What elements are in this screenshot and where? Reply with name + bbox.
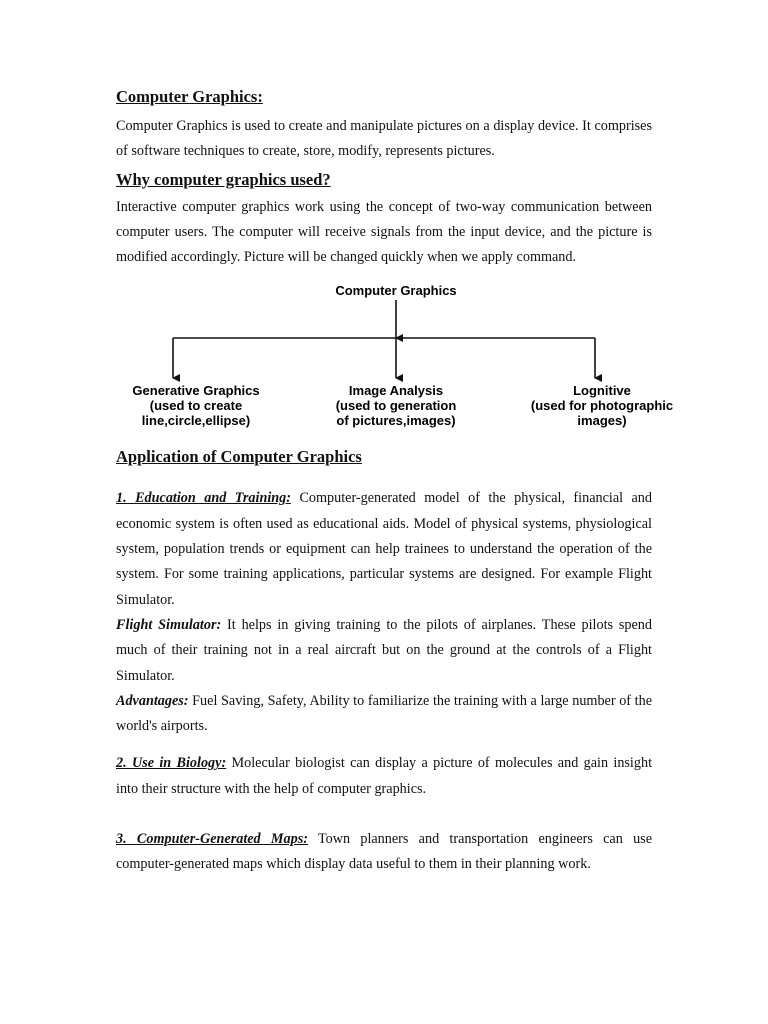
flight-paragraph <box>116 613 652 689</box>
child-2-line-2: (used to generation <box>335 398 457 414</box>
child-3-line-1: Lognitive <box>573 383 631 399</box>
document-page <box>116 84 674 878</box>
child-3-line-3: images) <box>577 413 627 429</box>
cg-diagram <box>116 270 716 430</box>
cg-heading: Computer Graphics: <box>116 87 263 106</box>
child-1-line-2: (used to create <box>149 398 243 414</box>
education-label: 1. Education and Training: <box>116 490 291 507</box>
biology-label: 2. Use in Biology: <box>116 755 227 772</box>
advantages-text: Fuel Saving, Safety, Ability to familiarize the training with a large number of the world's airports. <box>116 692 652 735</box>
maps-text: Town planners and transportation engineers can use computer-generated maps which display data useful to them in their planning work. <box>116 831 652 873</box>
flight-label: Flight Simulator: <box>116 616 222 633</box>
child-3-line-2: (used for photographic <box>530 398 674 414</box>
maps-label: 3. Computer-Generated Maps: <box>116 831 308 848</box>
biology-text: Molecular biologist can display a picture of molecules and gain insight into their structure with the help of computer graphics. <box>116 755 653 797</box>
diagram-root: Computer Graphics <box>335 283 457 299</box>
child-1-line-1: Generative Graphics <box>132 383 260 399</box>
diagram-svg <box>116 270 716 430</box>
cg-paragraph: Computer Graphics is used to create and manipulate pictures on a display device. It comprises of software techniques to create, store, modify, represents pictures. <box>116 118 652 160</box>
maps-paragraph <box>116 827 652 878</box>
flight-text: It helps in giving training to the pilots of airplanes. These pilots spend much of their training not in a real aircraft but on the ground at the controls of a Flight Simulator. <box>116 616 652 684</box>
child-1-line-3: line,circle,ellipse) <box>141 413 251 429</box>
advantages-label: Advantages: <box>116 692 189 709</box>
why-heading: Why computer graphics used? <box>116 169 331 189</box>
child-2-line-1: Image Analysis <box>348 383 444 399</box>
biology-paragraph <box>116 751 652 802</box>
education-paragraph <box>116 486 652 612</box>
education-text: Computer-generated model of the physical, financial and economic system is often used as educational aids. Model of physical systems, physiological system, population trends or equipment can help trainees to understand the operation of the system. For some training applications, particular systems are designed. For example Flight Simulator. <box>116 490 652 608</box>
applications-heading: Application of Computer Graphics <box>116 447 362 467</box>
child-2-line-3: of pictures,images) <box>336 413 456 429</box>
advantages-paragraph <box>116 689 652 740</box>
why-paragraph: Interactive computer graphics work using the concept of two-way communication between computer users. The computer will receive signals from the input device, and the picture is modified accordingly. Picture will be changed quickly when we apply command. <box>116 198 652 266</box>
